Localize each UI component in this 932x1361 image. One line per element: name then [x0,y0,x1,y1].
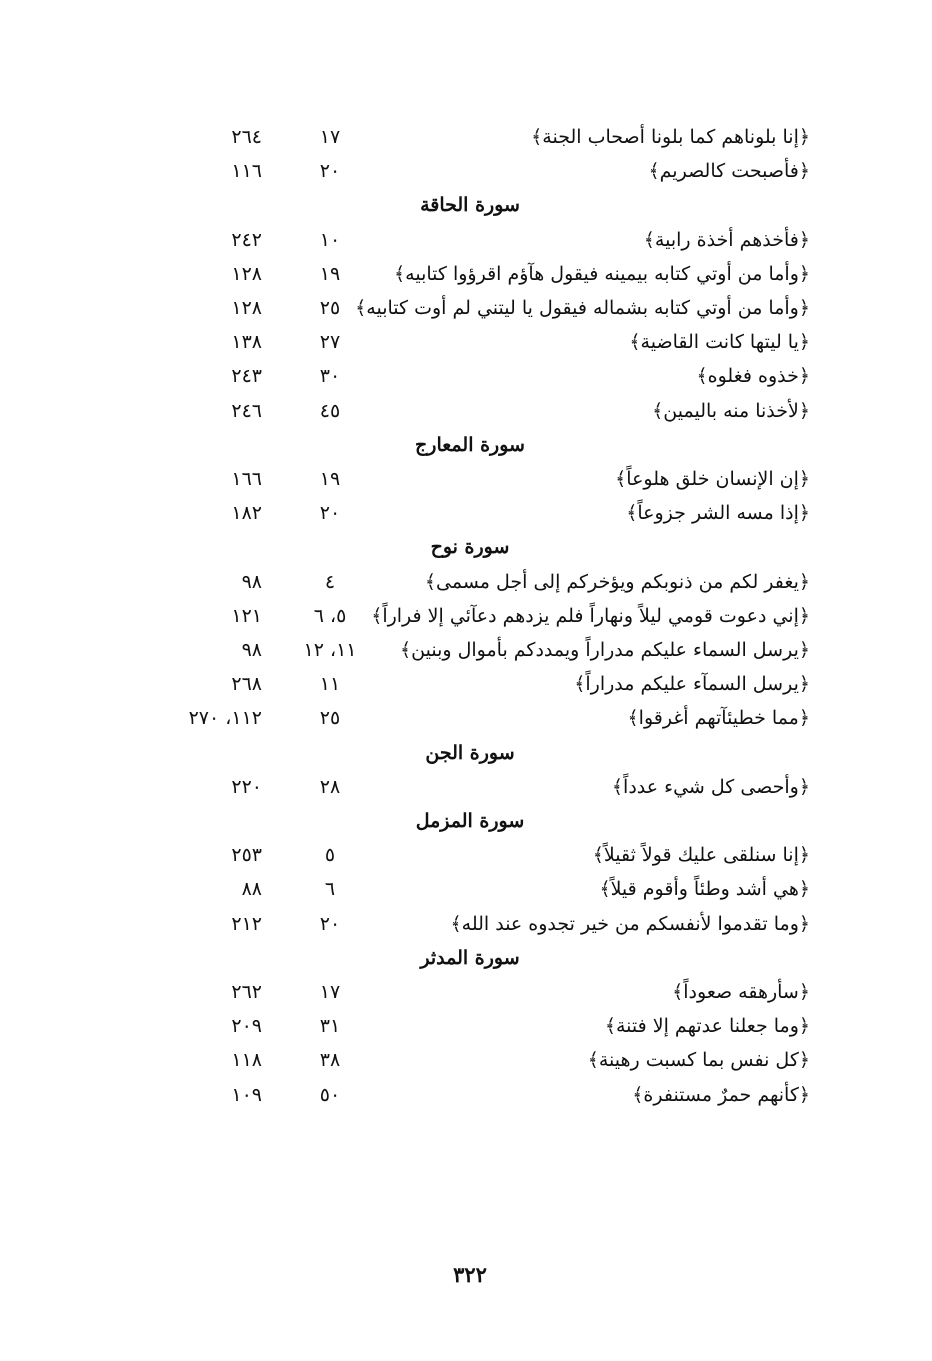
verse-text: ﴿إنا بلوناهم كما بلونا أصحاب الجنة﴾ [531,126,810,148]
page-reference: ٢٠٩ [231,1015,262,1038]
ayah-number: ٣٨ [319,1049,341,1072]
page-reference: ٢١٢ [231,912,262,935]
ayah-number: ٥ [324,844,336,867]
surah-heading: سورة المدثر [420,946,520,969]
verse-text: ﴿وما جعلنا عدتهم إلا فتنة﴾ [604,1015,810,1038]
index-row [0,120,932,154]
page-reference: ١١٦ [231,160,262,183]
surah-heading: سورة المعارج [415,433,525,456]
verse-text: ﴿خذوه فغلوه﴾ [696,365,810,388]
ayah-number: ٢٧ [319,331,341,354]
ayah-number: ١٧ [319,981,341,1003]
ayah-number: ٢٨ [319,775,341,798]
surah-heading: سورة الجن [425,741,515,764]
verse-text: ﴿يرسل السماء عليكم مدراراً ويمددكم بأموال وبنين﴾ [400,639,810,661]
page-reference: ٢٦٤ [231,126,262,148]
ayah-number: ٤٥ [319,399,341,422]
page-reference: ١٠٩ [231,1083,262,1106]
verse-text: ﴿كل نفس بما كسبت رهينة﴾ [587,1049,810,1072]
index-row [0,565,932,599]
index-row [0,1078,932,1112]
ayah-number: ١٠ [319,228,341,251]
index-row [0,838,932,872]
page-reference: ١١٢، ٢٧٠ [188,707,262,730]
verse-text: ﴿وأما من أوتي كتابه بيمينه فيقول هآؤم اقرؤوا كتابيه﴾ [394,262,810,285]
surah-heading: سورة المزمل [415,810,525,832]
ayah-number: ٣٠ [319,365,341,388]
page-reference: ١١٨ [231,1049,262,1072]
index-row [0,394,932,428]
verse-text: ﴿يغفر لكم من ذنوبكم ويؤخركم إلى أجل مسمى﴾ [424,570,810,593]
ayah-number: ١٩ [319,262,341,285]
index-row [0,1009,932,1043]
verse-text: ﴿مما خطيئآتهم أغرقوا﴾ [627,707,810,730]
page-reference: ٢٢٠ [231,775,262,798]
index-row [0,633,932,667]
verse-text: ﴿إذا مسه الشر جزوعاً﴾ [626,502,810,525]
page-number: ٣٢٢ [453,1262,487,1287]
page-reference: ٩٨ [241,639,262,661]
ayah-number: ١١ [319,673,341,696]
ayah-number: ٢٠ [319,502,341,525]
page-reference: ٢٤٣ [231,365,262,388]
page-reference: ٨٨ [241,878,262,901]
index-row [0,975,932,1009]
page-reference: ٢٥٣ [231,844,262,867]
page-reference: ١٣٨ [231,331,262,354]
page-reference: ١٦٦ [231,468,262,490]
ayah-number: ٣١ [319,1015,341,1038]
ayah-number: ٦ [324,878,336,901]
ayah-number: ٤ [324,570,336,593]
index-row [0,154,932,188]
verse-text: ﴿يا ليتها كانت القاضية﴾ [629,331,810,354]
index-row [0,462,932,496]
verse-text: ﴿إني دعوت قومي ليلاً ونهاراً فلم يزدهم دعآئي إلا فراراً﴾ [371,604,810,627]
verse-text: ﴿وأحصى كل شيء عدداً﴾ [611,775,810,798]
verse-text: ﴿سأرهقه صعوداً﴾ [672,981,810,1003]
page-reference: ٢٦٢ [231,981,262,1003]
ayah-number: ٢٥ [319,707,341,730]
index-row [0,701,932,735]
page-reference: ٢٤٦ [231,399,262,422]
ayah-number: ٢٠ [319,912,341,935]
index-row [0,496,932,530]
index-row [0,770,932,804]
page-reference: ١٨٢ [231,502,262,525]
index-row [0,1043,932,1077]
page-reference: ٢٦٨ [231,673,262,696]
verse-text: ﴿إن الإنسان خلق هلوعاً﴾ [615,468,810,490]
verse-text: ﴿فأصبحت كالصريم﴾ [648,160,810,183]
index-row [0,291,932,325]
index-row [0,667,932,701]
verse-text: ﴿وأما من أوتي كتابه بشماله فيقول يا ليتني لم أوت كتابيه﴾ [355,297,810,319]
ayah-number: ٢٠ [319,160,341,183]
verse-text: ﴿فأخذهم أخذة رابية﴾ [643,228,810,251]
ayah-number: ٥٠ [319,1083,341,1106]
index-row [0,257,932,291]
ayah-number: ٢٥ [319,297,341,319]
ayah-number: ١٩ [319,468,341,490]
page-reference: ٢٤٢ [231,228,262,251]
ayah-number: ١٧ [319,126,341,148]
ayah-number: ٥، ٦ [313,604,347,627]
index-row [0,325,932,359]
index-row [0,223,932,257]
page-reference: ١٢١ [231,604,262,627]
index-row [0,359,932,393]
verse-text: ﴿كأنهم حمرٌ مستنفرة﴾ [632,1083,810,1106]
verse-text: ﴿وما تقدموا لأنفسكم من خير تجدوه عند الله﴾ [450,912,810,935]
page-reference: ١٢٨ [231,297,262,319]
page-reference: ١٢٨ [231,262,262,285]
surah-heading: سورة نوح [430,536,510,559]
ayah-number: ١١، ١٢ [303,639,357,661]
page-reference: ٩٨ [241,570,262,593]
verse-text: ﴿يرسل السمآء عليكم مدراراً﴾ [574,673,810,696]
verse-text: ﴿هي أشد وطئاً وأقوم قيلاً﴾ [599,878,810,901]
index-row [0,599,932,633]
verse-text: ﴿لأخذنا منه باليمين﴾ [652,399,810,422]
index-row [0,872,932,906]
index-row [0,907,932,941]
verse-text: ﴿إنا سنلقى عليك قولاً ثقيلاً﴾ [592,844,810,867]
surah-heading: سورة الحاقة [420,194,520,217]
